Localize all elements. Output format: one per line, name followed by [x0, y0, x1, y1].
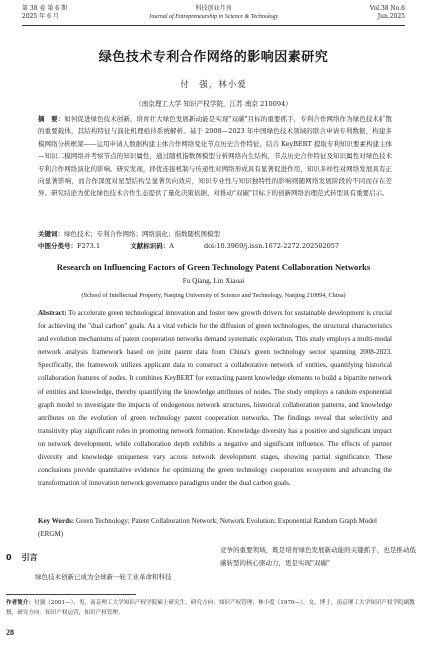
keywords-en — [38, 515, 392, 541]
footnote-divider — [6, 594, 136, 595]
abstract-en — [38, 307, 392, 490]
section-heading — [6, 552, 38, 563]
page-number: 28 — [6, 628, 14, 637]
keywords-en-text: Green Technology; Patent Collaboration Network; Network Evolution; Exponential Random Graph Model (ERGM) — [38, 517, 378, 538]
authors-en: Fu Qiang, Lin Xiaoai — [182, 277, 245, 285]
abstract-en-text: To accelerate green technological innovation and foster new growth drivers for sustainable development is crucial for achieving the "dual carbon" goals. As a vital vehicle for the diffusion of green technologies, the structural characteristics and evolution mechanisms of patent cooperation networks demand systematic exploration. This study employs a multi-modal network analysis framework based on joint patent data from China's green technology sector spanning 2008-2023. Specifically, the framework utilizes applicant data to construct a collaborative network of entities, quantifying historical collaboration features of nodes. It combines KeyBERT for extracting patent knowledge elements to build a bipartite network of entities and knowledge, thereby quantifying the knowledge attributes of nodes. The study employs a random exponential graph model to investigate the impacts of endogenous network structures, historical collaboration patterns, and knowledge attributes on the evolution of green technology patent cooperation networks. The findings reveal that selectivity and transitivity play significant roles in promoting network formation. Knowledge diversity has a positive and significant impact on network development, while collaboration depth exhibits a negative and significant influence. The effects of partner diversity and knowledge uniqueness vary across network development stages, showing partial significance. These conclusions provide quantitative evidence for optimizing the green technology cooperation ecosystem and advancing the transformation of innovation network governance paradigms under the dual carbon goals. — [38, 309, 392, 488]
date-en: Jun.2025 — [377, 13, 405, 20]
header-right — [370, 5, 405, 21]
keywords-zh-label: 关键词： — [38, 230, 64, 238]
volume-zh: 第 38 卷 第 6 期 — [22, 5, 67, 12]
affiliation-en: (School of Intellectual Property, Nanjing University of Science and Technology, Nanjing 210094, China) — [81, 292, 346, 299]
abstract-zh — [38, 113, 392, 200]
running-header — [22, 5, 405, 26]
date-zh: 2025 年 6 月 — [22, 13, 59, 20]
volume-en: Vol.38 No.6 — [369, 5, 405, 12]
header-center — [22, 5, 405, 21]
doi-text[interactable]: doi:10.3969/j.issn.1672-2272.202502057 — [203, 242, 340, 250]
intro-left-column: 绿色技术创新已成为全球新一轮工业革命和科技 — [35, 573, 172, 581]
clc-label: 中图分类号： — [38, 242, 77, 250]
footnote-label: 作者简介： — [6, 600, 34, 606]
author-footnote — [6, 598, 418, 618]
doc-code-value: A — [169, 242, 174, 250]
title-zh: 绿色技术专利合作网络的影响因素研究 — [98, 50, 329, 65]
intro-right-column: 竞争的重要领域，既是培育绿色发展新动能的关键抓手，也是推动低碳转型的核心驱动力，更是实现"双碳" — [220, 546, 416, 567]
classification-zh — [38, 240, 392, 252]
section-title: 引言 — [21, 553, 38, 562]
abstract-en-label: Abstract: — [38, 309, 67, 317]
journal-en: Journal of Entrepreneurship in Science & Technology — [148, 14, 279, 20]
section-number: 0 — [6, 553, 12, 562]
affiliation-zh: （南京理工大学 知识产权学院，江苏 南京 210094） — [135, 100, 292, 108]
journal-zh: 科技创业月刊 — [195, 5, 232, 12]
footnote-text: 付强（2001—），男，南京理工大学知识产权学院硕士研究生，研究方向：知识产权管理；林小爱（1976—），女，博士，南京理工大学知识产权学院副教授，研究方向：知识产权运营，知识产权管理。 — [6, 600, 415, 617]
keywords-en-label: Key Words: — [38, 517, 75, 525]
clc-value: F273.1 — [77, 242, 101, 250]
authors-zh: 付 强，林小爱 — [180, 80, 247, 90]
abstract-zh-label: 摘 要： — [38, 115, 65, 123]
keywords-zh-text: 绿色技术；专利合作网络；网络演化；指数随机图模型 — [64, 230, 220, 238]
keywords-zh — [38, 228, 392, 240]
abstract-zh-text: 如何促进绿色技术创新，培育壮大绿色发展新动能是实现"双碳"目标的重要抓手，专利合作网络作为绿色技术扩散的重要载体，其结构特征与演化机理亟待系统解析。基于 2008—2023 年中国绿色技术领域的联合申请专利数据，构建多模网络分析框架——运用申请人数据构建主体合作网络变化节点历史合作特征，结合 KeyBERT 提取专利知识要素构建主体—知识二模网络并考察节点的知识属性，通过随机指数图模型分析网络内生结构，节点历史合作特征及知识属性对绿色技术专利合作网络演化的影响。研究发现，择优连接机制与传递性对网络形成具有显著促进作用，知识多样性对网络发展具有正向显著影响，而合作深度对星型结构呈显著负向效应，知识专业性与知识独特性的影响则随网络发展阶段的不同而存在差异。研究结论为优化绿色技术合作生态提供了量化决策依据，对推动"双碳"目标下的创新网络治理范式转型具有重要启示。 — [38, 115, 393, 198]
title-en: Research on Influencing Factors of Green Technology Patent Collaboration Networks — [56, 262, 371, 272]
doc-code-label: 文献标识码： — [130, 242, 170, 250]
